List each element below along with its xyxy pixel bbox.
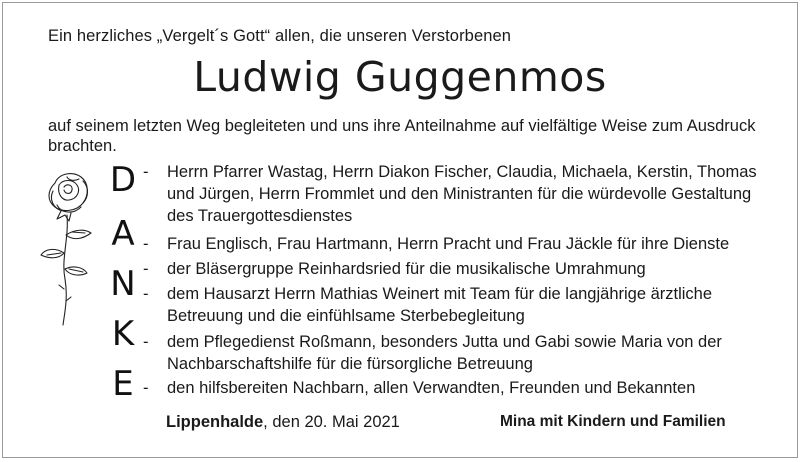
obituary-notice <box>2 2 798 458</box>
list-item-text: dem Pflegedienst Roßmann, besonders Jutta und Gabi sowie Maria von der Nachbarschaftshilfe für die fürsorgliche Betreuung <box>167 333 722 373</box>
danke-letter-d: D <box>109 160 137 200</box>
list-dash: - <box>143 235 149 253</box>
place-and-date <box>166 413 400 432</box>
deceased-name: Ludwig Guggenmos <box>193 53 607 101</box>
date: , den 20. Mai 2021 <box>263 413 400 431</box>
danke-letter-k: K <box>111 314 135 354</box>
list-dash: - <box>143 163 149 181</box>
list-item-text: Frau Englisch, Frau Hartmann, Herrn Pracht und Frau Jäckle für ihre Dienste <box>167 235 730 253</box>
danke-letter-a: A <box>111 214 135 254</box>
danke-letter-e: E <box>112 364 134 404</box>
thanks-paragraph: auf seinem letzten Weg begleiteten und uns ihre Anteilnahme auf vielfältige Weise zum Ausdruck brachten. <box>48 117 756 155</box>
signature: Mina mit Kindern und Familien <box>500 413 726 430</box>
place: Lippenhalde <box>166 413 264 431</box>
list-item-text: der Bläsergruppe Reinhardsried für die musikalische Umrahmung <box>167 260 646 278</box>
list-dash: - <box>143 285 149 303</box>
list-item-text: dem Hausarzt Herrn Mathias Weinert mit Team für die langjährige ärztliche Betreuung und die einfühlsame Sterbebegleitung <box>167 285 713 325</box>
list-item-text: Herrn Pfarrer Wastag, Herrn Diakon Fischer, Claudia, Michaela, Kerstin, Thomas und Jürgen, Herrn Frommlet und den Ministranten für die würdevolle Gestaltung des Trauergottesdienstes <box>167 163 757 225</box>
list-dash: - <box>143 379 149 397</box>
rose-illustration <box>39 169 95 329</box>
list-item-text: den hilfsbereiten Nachbarn, allen Verwandten, Freunden und Bekannten <box>167 379 696 397</box>
list-dash: - <box>143 333 149 351</box>
danke-letter-n: N <box>110 264 136 304</box>
intro-text: Ein herzliches „Vergelt´s Gott“ allen, die unseren Verstorbenen <box>48 27 512 45</box>
list-dash: - <box>143 260 149 278</box>
